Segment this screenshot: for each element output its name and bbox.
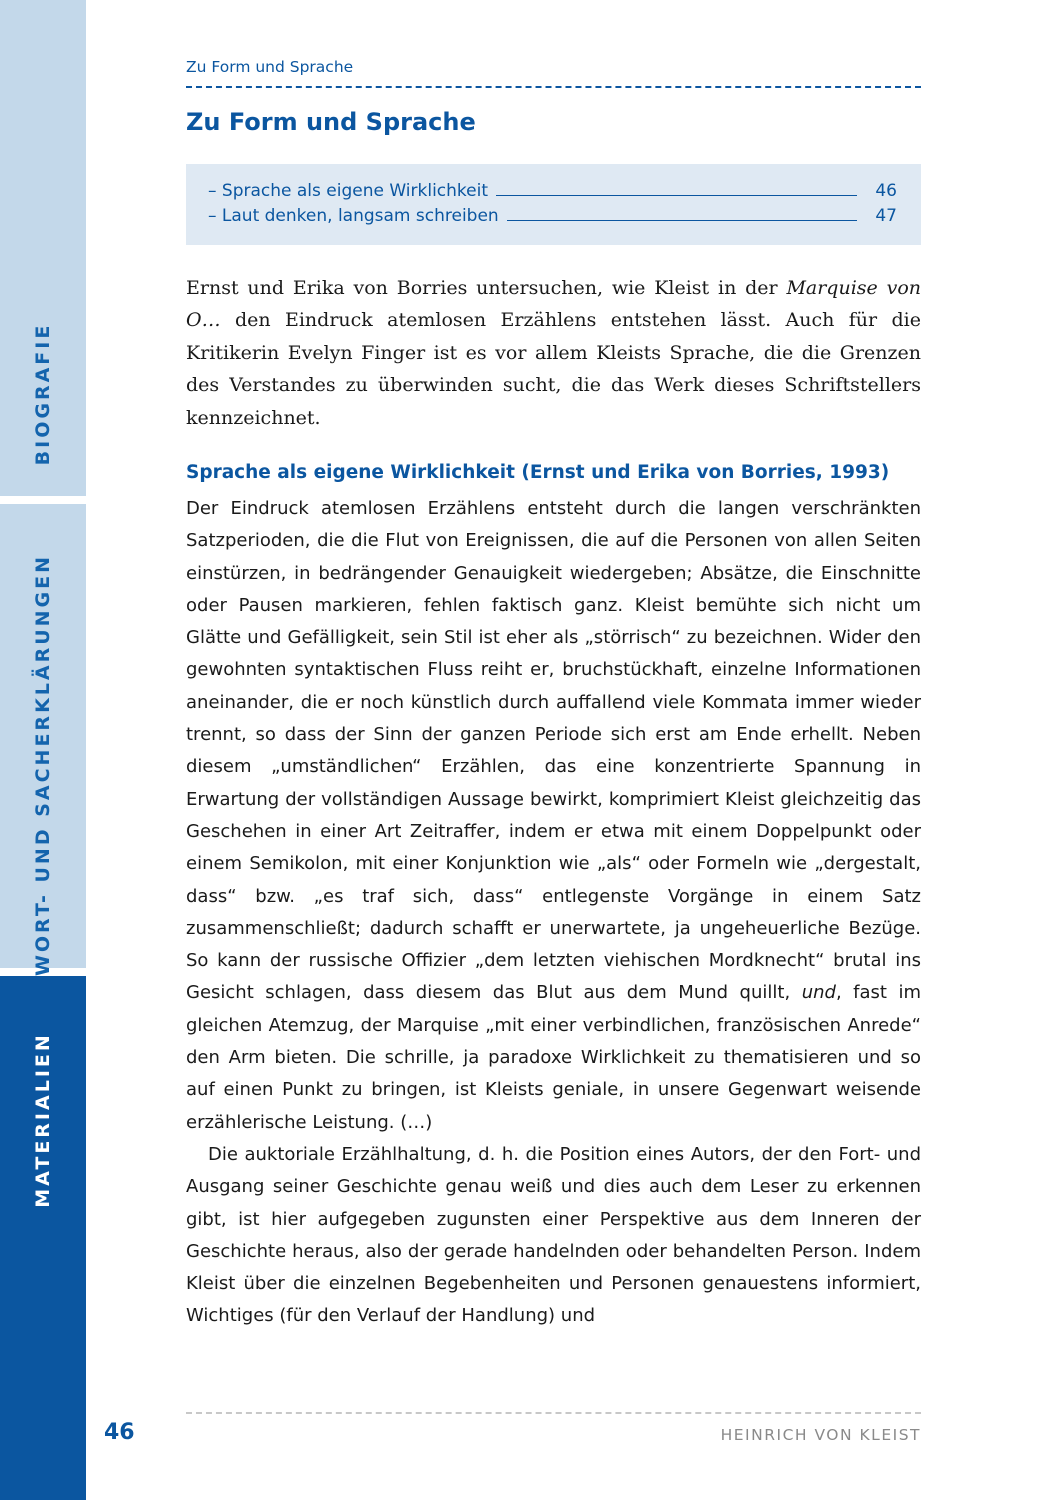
intro-text: Ernst und Erika von Borries untersuchen, wie Kleist in der [186, 277, 787, 299]
intro-text: den Eindruck atemlosen Erzählens entstehen lässt. Auch für die Kritikerin Evelyn Finger ist es vor allem Kleists Sprache, die die Grenzen des Verstandes zu überwinden sucht, die das Werk dieses Schriftstellers kennzeichnet. [186, 309, 921, 429]
book-author: HEINRICH VON KLEIST [720, 1426, 921, 1444]
toc-entry-label: – Sprache als eigene Wirklichkeit [208, 181, 488, 201]
header-divider [186, 86, 921, 88]
toc-leader-line [507, 220, 857, 221]
subsection-body [186, 493, 921, 1333]
sidebar-tab-label: BIOGRAFIE [32, 322, 54, 466]
page-number: 46 [104, 1420, 135, 1445]
toc-entry-label: – Laut denken, langsam schreiben [208, 206, 499, 226]
toc-box [186, 164, 921, 245]
work-title: Marquise von O… [186, 277, 921, 332]
body-paragraph: Die auktoriale Erzählhaltung, d. h. die Position eines Autors, der den Fort- und Ausgang seiner Geschichte genau weiß und dies auch dem Leser zu erkennen gibt, ist hier aufgegeben zugunsten einer Perspektive aus dem Inneren der Geschichte heraus, also der gerade handelnden oder behandelten Person. Indem Kleist über die einzelnen Begebenheiten und Personen genauestens informiert, Wichtiges (für den Verlauf der Handlung) und [186, 1143, 921, 1327]
sidebar-tab-biografie[interactable] [0, 0, 86, 496]
toc-entry[interactable] [208, 201, 897, 226]
toc-entry-page: 46 [875, 181, 897, 201]
section-title: Zu Form und Sprache [186, 108, 476, 136]
intro-paragraph [186, 272, 921, 434]
sidebar-tab-label: WORT- UND SACHERKLÄRUNGEN [32, 553, 54, 977]
sidebar-tab-wort-und-sacherklaerungen[interactable] [0, 504, 86, 977]
emphasis-text: und [801, 982, 836, 1004]
toc-entry[interactable] [208, 176, 897, 201]
body-text: , fast im gleichen Atemzug, der Marquise „mit einer verbindlichen, französischen Anrede“ den Arm bieten. Die schrille, ja paradoxe Wirklichkeit zu thematisieren und so auf einen Punkt zu bringen, ist Kleists geniale, in unsere Gegenwart weisende erzählerische Leistung. (…) [186, 982, 921, 1133]
toc-leader-line [496, 195, 857, 196]
toc-entry-page: 47 [875, 206, 897, 226]
subsection-title: Sprache als eigene Wirklichkeit (Ernst und Erika von Borries, 1993) [186, 462, 890, 483]
footer-divider [186, 1412, 921, 1414]
sidebar-tab-label: MATERIALIEN [32, 1032, 54, 1208]
body-paragraph [186, 493, 921, 1139]
running-head: Zu Form und Sprache [186, 58, 354, 76]
body-text: Der Eindruck atemlosen Erzählens entsteht durch die langen verschränkten Satzperioden, die die Flut von Ereignissen, die auf die Personen von allen Seiten einstürzen, in bedrängender Genauigkeit wiedergeben; Absätze, die Einschnitte oder Pausen markieren, fehlen faktisch ganz. Kleist bemühte sich nicht um Glätte und Gefälligkeit, sein Stil ist eher als „störrisch“ zu bezeichnen. Wider den gewohnten syntaktischen Fluss reiht er, bruchstückhaft, einzelne Informationen aneinander, die er noch künstlich durch auffallend viele Kommata immer wieder trennt, so dass der Sinn der ganzen Periode sich erst am Ende erhellt. Neben diesem „umständlichen“ Erzählen, das eine konzentrierte Spannung in Erwartung der vollständigen Aussage bewirkt, komprimiert Kleist gleichzeitig das Geschehen in einer Art Zeitraffer, indem er etwa mit einem Doppelpunkt oder einem Semikolon, mit einer Konjunktion wie „als“ oder Formeln wie „dergestalt, dass“ bzw. „es traf sich, dass“ entlegenste Vorgänge in einem Satz zusammenschließt; dadurch schafft er unerwartete, ja ungeheuerliche Bezüge. So kann der russische Offizier „dem letzten viehischen Mordknecht“ brutal ins Gesicht schlagen, dass diesem das Blut aus dem Mund quillt, [186, 498, 921, 1004]
sidebar-tab-materialien[interactable] [0, 976, 86, 1500]
